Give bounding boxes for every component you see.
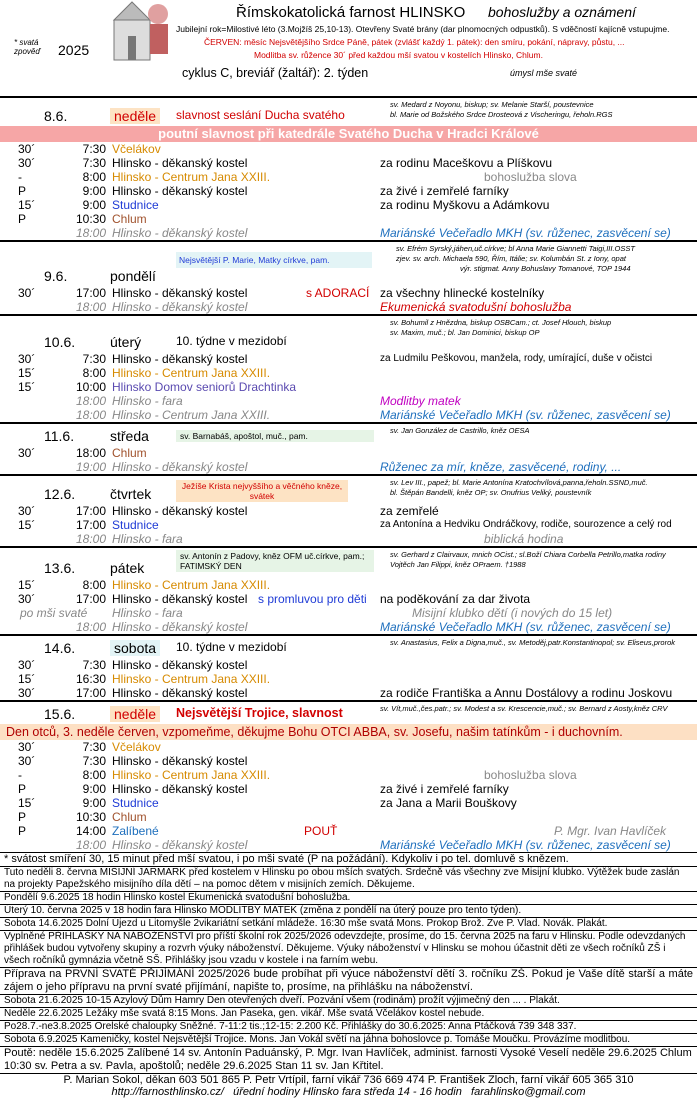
row-place: Hlinsko - děkanský kostel [112, 286, 248, 300]
row-place: Hlinsko - Centrum Jana XXIII. [112, 170, 271, 184]
announcement: Příprava na PRVNÍ SVATÉ PŘIJÍMÁNÍ 2025/2026 bude probíhat při výuce náboženství dětí 3. ročníku ZŠ. Pokud je Vaše dítě starší a máte zájem o jeho přípravu na první svaté přijímání, napište to, prosíme, na přihlášku na náboženství. [0, 967, 697, 994]
day-feast: slavnost seslání Ducha svatého [176, 108, 345, 122]
day-date: 11.6. [44, 428, 75, 444]
footer-line2 [0, 1086, 697, 1098]
row-place: Hlinsko - fara [112, 394, 183, 408]
schedule-row [0, 212, 697, 226]
row-mark: 15´ [18, 366, 36, 380]
row-time: 7:30 [82, 754, 106, 768]
row-mark: 30´ [18, 658, 36, 672]
row-mark: 15´ [18, 198, 36, 212]
row-place: Hlinsko - děkanský kostel [112, 156, 248, 170]
footer-office: úřední hodiny Hlinsko fara středa 14 - 16 hodin [233, 1086, 462, 1098]
row-intention: za Antonína a Hedviku Ondráčkovy, rodiče, sourozence a celý rod [380, 519, 672, 530]
row-time: 18:00 [75, 408, 106, 422]
announcement: Sobota 6.9.2025 Kameničky, kostel Nejsvětější Trojice. Mons. Jan Vokál světí na jáhna bohoslovce p. Tomáše Moučku. Provázíme modlitbou. [0, 1033, 697, 1046]
row-mark: P [18, 212, 27, 226]
header-line1: Jubilejní rok=Milostivé léto (3.Mojžíš 25,10-13). Otevřeny Svaté brány (dar plnomocných odpustků). S vděčností kajícně vstupujme. [176, 24, 670, 34]
day-feast: sv. Antonín z Padovy, kněz OFM uč.církve, pam.; FATIMSKÝ DEN [176, 550, 374, 572]
row-place: Hlinsko - děkanský kostel [112, 300, 248, 314]
row-place: Chlum [112, 212, 147, 226]
schedule-row [0, 504, 697, 518]
header-line3: Modlitba sv. růžence 30´ před každou mší svatou v kostelích Hlinsko, Chlum. [254, 50, 543, 60]
row-place: Hlinsko - děkanský kostel [112, 226, 248, 240]
row-mark: 30´ [18, 740, 36, 754]
row-place: Studnice [112, 518, 159, 532]
row-time: 7:30 [82, 740, 106, 754]
schedule-row [0, 824, 697, 838]
row-place: Hlinsko - děkanský kostel [112, 352, 248, 366]
row-mark: 15´ [18, 380, 36, 394]
day-saints: sv. Bohumil z Hnězdna, biskup OSBCam.; ct. Josef Hlouch, biskup [390, 318, 612, 327]
announcement: * svátost smíření 30, 15 minut před mší svatou, i po mši svaté (P na požádání). Kdykoliv i po tel. domluvě s knězem. [0, 852, 697, 866]
day-name: pondělí [110, 268, 156, 284]
year: 2025 [58, 42, 90, 58]
day-date: 14.6. [44, 640, 76, 656]
row-time: 10:30 [75, 810, 106, 824]
row-intention: Růženec za mír, kněze, zasvěcené, rodiny, ... [380, 460, 622, 474]
footer-web-link[interactable]: http://farnosthlinsko.cz/ [111, 1086, 224, 1098]
row-time: 8:00 [82, 366, 106, 380]
schedule-row [0, 620, 697, 634]
day-feast: 10. týdne v mezidobí [176, 640, 287, 654]
row-time: 18:00 [75, 620, 106, 634]
day-block [0, 96, 697, 126]
row-time: 17:00 [75, 286, 106, 300]
row-time: 9:00 [82, 796, 106, 810]
announcement: Tuto neděli 8. června MISIJNÍ JARMARK před kostelem v Hlinsku po obou mších svatých. Srdečně vás všechny zve Misijní klubko. Výtěžek bude zaslán na projekty Papežského misijního díla dětí – na pomoc dětem v misijních zemích. Děkujeme. [0, 866, 697, 891]
schedule-row [0, 754, 697, 768]
day-banner: poutní slavnost při katedrále Svatého Ducha v Hradci Králové [0, 126, 697, 142]
day-saints-2: bl. Marie od Božského Srdce Drosteová z Vischeringu, řeholn.RGS [390, 110, 613, 119]
row-intention: Mariánské Večeřadlo MKH (sv. růženec, zasvěcení se) [380, 226, 671, 240]
day-block [0, 314, 697, 352]
day-saints: sv. Gerhard z Clairvaux, mnich OCist.; sl.Boží Chiara Corbella Petrillo,matka rodiny [390, 550, 666, 559]
row-extra: POUŤ [304, 824, 338, 838]
header-line2: ČERVEN: měsíc Nejsvětějšího Srdce Páně, pátek (zvlášť každý 1. pátek): den smíru, pokání, nápravy, půstu, ... [204, 37, 625, 47]
announcement: Po28.7.-ne3.8.2025 Orelské chaloupky Sněžné. 7-11:2 tis.;12-15: 2.200 Kč. Přihlášky do 30.6.2025: Anna Ptáčková 739 348 337. [0, 1020, 697, 1033]
row-time: 18:00 [75, 300, 106, 314]
schedule-row [0, 578, 697, 592]
day-saints-2: sv. Maxim, muč.; bl. Jan Dominici, biskup OP [390, 328, 540, 337]
footer-email-link[interactable]: farahlinsko@gmail.com [471, 1086, 586, 1098]
day-feast: 10. týdne v mezidobí [176, 334, 287, 348]
day-name: neděle [110, 706, 160, 722]
row-mark: 30´ [18, 592, 36, 606]
row-intention: za živé i zemřelé farníky [380, 782, 509, 796]
day-saints: sv. Efrém Syrský,jáhen,uč.církve; bl Anna Marie Giannetti Taigi,III.OSST [396, 244, 635, 253]
day-date: 15.6. [44, 706, 76, 722]
row-time: 8:00 [82, 768, 106, 782]
row-time: 19:00 [75, 460, 106, 474]
row-mark: P [18, 824, 27, 838]
row-time: 16:30 [75, 672, 106, 686]
cycle: cyklus C, breviář (žaltář): 2. týden [182, 66, 369, 80]
schedule-row [0, 142, 697, 156]
row-time: 18:00 [75, 446, 106, 460]
day-saints: sv. Jan González de Castrillo, kněz OESA [390, 426, 530, 435]
row-place: Hlinsko - děkanský kostel [112, 592, 248, 606]
row-place: Hlinsko - děkanský kostel [112, 686, 248, 700]
row-intention: Modlitby matek [380, 394, 461, 408]
row-place: Hlinsko - děkanský kostel [112, 782, 248, 796]
row-intention: Ekumenická svatodušní bohoslužba [380, 300, 572, 314]
row-mark: po mši svaté [20, 606, 88, 620]
header [0, 0, 697, 96]
row-place: Studnice [112, 198, 159, 212]
row-intention: za rodinu Myškovu a Adámkovu [380, 198, 550, 212]
row-intention: Mariánské Večeřadlo MKH (sv. růženec, zasvěcení se) [380, 408, 671, 422]
row-time: 9:00 [82, 782, 106, 796]
announcement: Neděle 22.6.2025 Ležáky mše svatá 8:15 Mons. Jan Paseka, gen. vikář. Mše svatá Včelákov kostel nebude. [0, 1007, 697, 1020]
schedule-row [0, 286, 697, 300]
row-place: Hlinsko - Centrum Jana XXIII. [112, 366, 271, 380]
row-time: 17:00 [75, 592, 106, 606]
day-date: 8.6. [44, 108, 68, 124]
row-place: Hlinsko - děkanský kostel [112, 460, 248, 474]
row-mark: P [18, 184, 27, 198]
day-block [0, 546, 697, 578]
day-saints-2: bl. Štěpán Bandelli, kněz OP; sv. Onufrius Veliký, poustevník [390, 488, 592, 497]
row-mark: 30´ [18, 142, 36, 156]
schedule-row [0, 606, 697, 620]
schedule-row [0, 366, 697, 380]
row-place: Hlinsko - Centrum Jana XXIII. [112, 672, 271, 686]
page-subtitle: bohoslužby a oznámení [488, 4, 636, 20]
announcement: Vyplněné PŘIHLÁŠKY NA NÁBOŽENSTVÍ pro příští školní rok 2025/2026 odevzdejte, prosíme, do 15. června 2025 na faru v Hlinsku. Podle odevzdaných přihlášek budou vytvořeny skupiny a rozvrh výuky náboženství. Děkujeme. Výuky náboženství v Hlinsku se mohou účastnit děti ze všech ročníků ZŠ i všech ročníků gymnázia včetně SŠ. Přihlášky jsou vzadu v kostele i na farním webu. [0, 930, 697, 967]
day-date: 12.6. [44, 486, 76, 502]
row-intention: na poděkování za dar života [380, 592, 531, 606]
row-time: 8:00 [82, 578, 106, 592]
row-mark: 30´ [18, 686, 36, 700]
row-time: 14:00 [75, 824, 106, 838]
row-place: Studnice [112, 796, 159, 810]
day-banner: Den otců, 3. neděle červen, vzpomeňme, děkujme Bohu OTCI ABBA, sv. Josefu, našim tatínkům - i duchovním. [0, 724, 697, 740]
row-place: Hlinsko - děkanský kostel [112, 504, 248, 518]
intention-label: úmysl mše svaté [510, 68, 578, 78]
row-intention: Mariánské Večeřadlo MKH (sv. růženec, zasvěcení se) [380, 838, 671, 852]
day-name: středa [110, 428, 149, 444]
row-time: 7:30 [82, 658, 106, 672]
row-mark: 30´ [18, 156, 36, 170]
day-name: úterý [110, 334, 142, 350]
schedule-row [0, 838, 697, 852]
row-place: Hlinsko - fara [112, 606, 183, 620]
day-feast: sv. Barnabáš, apoštol, muč., pam. [176, 430, 374, 442]
row-mark: 15´ [18, 518, 36, 532]
schedule-row [0, 460, 697, 474]
schedule-row [0, 184, 697, 198]
day-block [0, 474, 697, 504]
row-place: Hlinsko - děkanský kostel [112, 658, 248, 672]
row-time: 9:00 [82, 198, 106, 212]
footer-contacts: P. Marian Sokol, děkan 603 501 865 P. Petr Vrtípil, farní vikář 736 669 474 P. František Zloch, farní vikář 605 365 310 [63, 1074, 634, 1086]
row-time: 18:00 [75, 532, 106, 546]
row-mark: P [18, 782, 27, 796]
schedule-row [0, 810, 697, 824]
announcement: Sobota 14.6.2025 Dolní Újezd u Litomyšle 2vikariátní setkání mládeže. 16:30 mše svatá Mons. Prokop Brož. Zve P. Vlad. Novák. Plakát. [0, 917, 697, 930]
row-mark: - [18, 768, 22, 782]
row-mark: - [18, 170, 22, 184]
row-place: Chlum [112, 446, 147, 460]
announcement: Pondělí 9.6.2025 18 hodin Hlinsko kostel Ekumenická svatodušní bohoslužba. [0, 891, 697, 904]
row-time: 18:00 [75, 226, 106, 240]
schedule-row [0, 446, 697, 460]
row-intention: Misijní klubko dětí (i nových do 15 let) [412, 606, 613, 620]
footer [0, 1073, 697, 1098]
schedule-row [0, 686, 697, 700]
day-saints-3: výr. stigmat. Anny Bohuslavy Tomanové, TOP 1944 [460, 264, 631, 273]
row-place: Hlinsko - fara [112, 532, 183, 546]
schedule [0, 96, 697, 852]
row-time: 7:30 [82, 352, 106, 366]
row-time: 10:00 [75, 380, 106, 394]
schedule-row [0, 394, 697, 408]
schedule-row [0, 768, 697, 782]
schedule-row [0, 198, 697, 212]
schedule-row [0, 156, 697, 170]
row-intention: bohoslužba slova [484, 768, 577, 782]
day-date: 9.6. [44, 268, 68, 284]
row-place: Chlum [112, 810, 147, 824]
row-time: 17:00 [75, 518, 106, 532]
announcement: Sobota 21.6.2025 10-15 Azylový Dům Hamry Den otevřených dveří. Pozvání všem (rodinám) prožít výjimečný den ... . Plakát. [0, 994, 697, 1007]
confession-note: * svatá zpověď [14, 38, 41, 56]
schedule-row [0, 300, 697, 314]
row-place: Hlinsko - děkanský kostel [112, 620, 248, 634]
schedule-row [0, 658, 697, 672]
schedule-row [0, 796, 697, 810]
row-intention: za všechny hlinecké kostelníky [380, 286, 545, 300]
day-block [0, 422, 697, 446]
church-logo [112, 0, 170, 62]
row-time: 18:00 [75, 394, 106, 408]
row-time: 7:30 [82, 142, 106, 156]
page-title: Římskokatolická farnost HLINSKO [236, 4, 466, 21]
day-name: pátek [110, 560, 145, 576]
row-mark: 30´ [18, 286, 36, 300]
announcement: Poutě: neděle 15.6.2025 Zalíbené 14 sv. Antonín Paduánský, P. Mgr. Ivan Havlíček, administ. farnosti Vysoké Veselí neděle 29.6.2025 Chlum 10:30 sv. Petra a sv. Pavla, apoštolů; neděle 29.6.2025 Stan 11 sv. Jan Křtitel. [0, 1046, 697, 1073]
row-place: Hlinsko - Centrum Jana XXIII. [112, 408, 271, 422]
day-date: 10.6. [44, 334, 76, 350]
row-mark: 15´ [18, 672, 36, 686]
day-block [0, 634, 697, 658]
row-place: Hlinsko - děkanský kostel [112, 838, 248, 852]
row-intention: biblická hodina [484, 532, 564, 546]
row-time: 17:00 [75, 686, 106, 700]
schedule-row [0, 740, 697, 754]
announcements [0, 852, 697, 1073]
schedule-row [0, 532, 697, 546]
row-mark: 15´ [18, 578, 36, 592]
row-place: Hlinsko - děkanský kostel [112, 184, 248, 198]
announcement: Úterý 10. června 2025 v 18 hodin fara Hlinsko MODLITBY MATEK (změna z pondělí na úterý pouze pro tento týden). [0, 904, 697, 917]
day-saints-2: zjev. sv. arch. Michaela 590, Řím, Itálie; sv. Kolumbán St. z Iony, opat [396, 254, 626, 263]
row-extra: s promluvou pro děti [258, 592, 367, 606]
row-place: Hlinsko - Centrum Jana XXIII. [112, 578, 271, 592]
row-intention: za Jana a Marii Bouškovy [380, 796, 517, 810]
row-time: 8:00 [82, 170, 106, 184]
row-place: Včelákov [112, 142, 161, 156]
day-name: čtvrtek [110, 486, 152, 502]
schedule-row [0, 672, 697, 686]
row-mark: 30´ [18, 352, 36, 366]
row-place: Hlinsko - Centrum Jana XXIII. [112, 768, 271, 782]
day-date: 13.6. [44, 560, 76, 576]
row-intention: za rodinu Maceškovu a Plíškovu [380, 156, 553, 170]
row-time: 18:00 [75, 838, 106, 852]
row-place: Hlinsko - děkanský kostel [112, 754, 248, 768]
row-intention: za rodiče Františka a Annu Dostálovy a rodinu Joskovu [380, 686, 673, 700]
row-intention: za živé i zemřelé farníky [380, 184, 509, 198]
row-time: 17:00 [75, 504, 106, 518]
row-mark: 30´ [18, 504, 36, 518]
schedule-row [0, 380, 697, 394]
row-place: Hlinsko Domov seniorů Drachtinka [112, 380, 297, 394]
day-saints: sv. Vít,muč.,čes.patr.; sv. Modest a sv. Krescencie,muč.; sv. Bernard z Aosty,kněz CRV [380, 704, 668, 713]
row-mark: 15´ [18, 796, 36, 810]
row-intention: za Ludmilu Peškovou, manžela, rody, umírající, duše v očistci [380, 353, 653, 364]
schedule-row [0, 408, 697, 422]
row-time: 7:30 [82, 156, 106, 170]
day-block [0, 240, 697, 286]
row-mark: P [18, 810, 27, 824]
row-intention: bohoslužba slova [484, 170, 577, 184]
schedule-row [0, 592, 697, 606]
row-intention: Mariánské Večeřadlo MKH (sv. růženec, zasvěcení se) [380, 620, 671, 634]
day-name: neděle [110, 108, 160, 124]
row-mark: 30´ [18, 754, 36, 768]
day-name: sobota [110, 640, 160, 656]
day-feast: Nejsvětější P. Marie, Matky církve, pam. [176, 252, 372, 268]
row-time: 9:00 [82, 184, 106, 198]
day-block [0, 700, 697, 724]
day-saints: sv. Medard z Noyonu, biskup; sv. Melanie Starší, poustevnice [390, 100, 594, 109]
schedule-row [0, 352, 697, 366]
schedule-row [0, 782, 697, 796]
schedule-row [0, 518, 697, 532]
row-place: Včelákov [112, 740, 161, 754]
schedule-row [0, 170, 697, 184]
schedule-row [0, 226, 697, 240]
day-feast: Nejsvětější Trojice, slavnost [176, 706, 343, 720]
row-intention: za zemřelé [380, 504, 439, 518]
row-mark: 30´ [18, 446, 36, 460]
day-saints: sv. Lev III., papež; bl. Marie Antonína Kratochvílová,panna,řeholn.SSND,muč. [390, 478, 648, 487]
day-saints: sv. Anastasius, Felix a Digna,muč., sv. Metoděj,patr.Konstantinopol; sv. Eliseus,prorok [390, 638, 675, 647]
day-saints-2: Vojtěch Jan Filippi, kněz OPraem. †1988 [390, 560, 526, 569]
row-place: Zalíbené [112, 824, 159, 838]
day-feast: Ježíše Krista nejvyššího a věčného kněze, svátek [176, 480, 348, 502]
row-extra: s ADORACÍ [306, 286, 370, 300]
row-intention: P. Mgr. Ivan Havlíček [554, 824, 667, 838]
row-time: 10:30 [75, 212, 106, 226]
